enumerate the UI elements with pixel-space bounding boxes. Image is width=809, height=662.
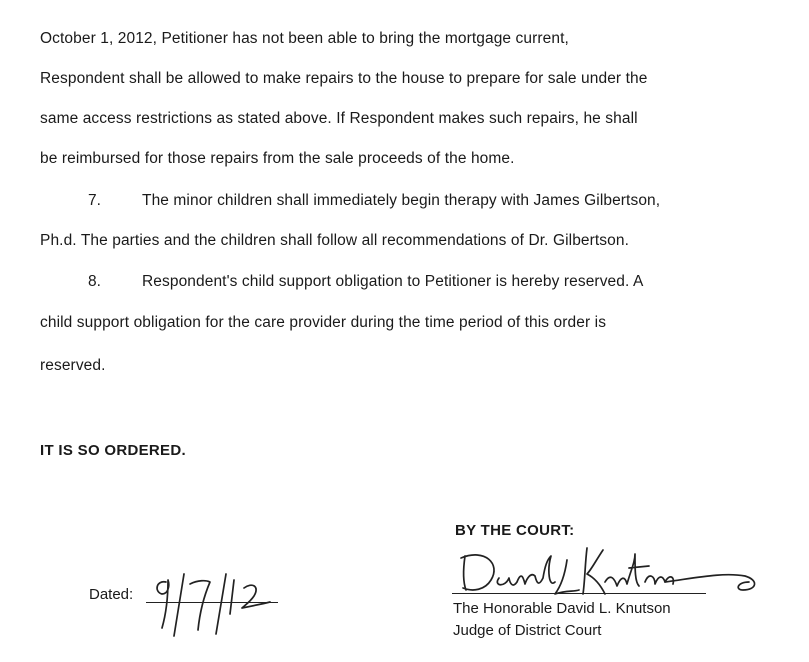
body-line-1: October 1, 2012, Petitioner has not been able to bring the mortgage current, xyxy=(40,30,569,47)
item-8-line-1: Respondent's child support obligation to Petitioner is hereby reserved. A xyxy=(142,273,644,290)
judge-signature-drawing xyxy=(455,542,765,607)
body-line-3: same access restrictions as stated above. If Respondent makes such repairs, he shall xyxy=(40,110,638,127)
item-8-line-2: child support obligation for the care provider during the time period of this order is xyxy=(40,314,607,331)
item-8-number: 8. xyxy=(88,273,101,290)
item-7-number: 7. xyxy=(88,192,101,209)
dated-label: Dated: xyxy=(89,586,134,603)
judge-title: Judge of District Court xyxy=(453,622,602,639)
handwritten-date-drawing xyxy=(144,570,279,640)
item-7-line-2: Ph.d. The parties and the children shall follow all recommendations of Dr. Gilbertson. xyxy=(40,232,630,249)
item-8-line-3: reserved. xyxy=(40,357,106,374)
body-line-4: be reimbursed for those repairs from the sale proceeds of the home. xyxy=(40,150,515,167)
body-line-2: Respondent shall be allowed to make repairs to the house to prepare for sale under the xyxy=(40,70,648,87)
so-ordered-heading: IT IS SO ORDERED. xyxy=(40,442,186,459)
by-the-court-heading: BY THE COURT: xyxy=(455,522,575,539)
judge-name: The Honorable David L. Knutson xyxy=(453,600,671,617)
signature-line xyxy=(452,593,706,594)
dated-line xyxy=(146,602,278,603)
item-7-line-1: The minor children shall immediately begin therapy with James Gilbertson, xyxy=(142,192,661,209)
